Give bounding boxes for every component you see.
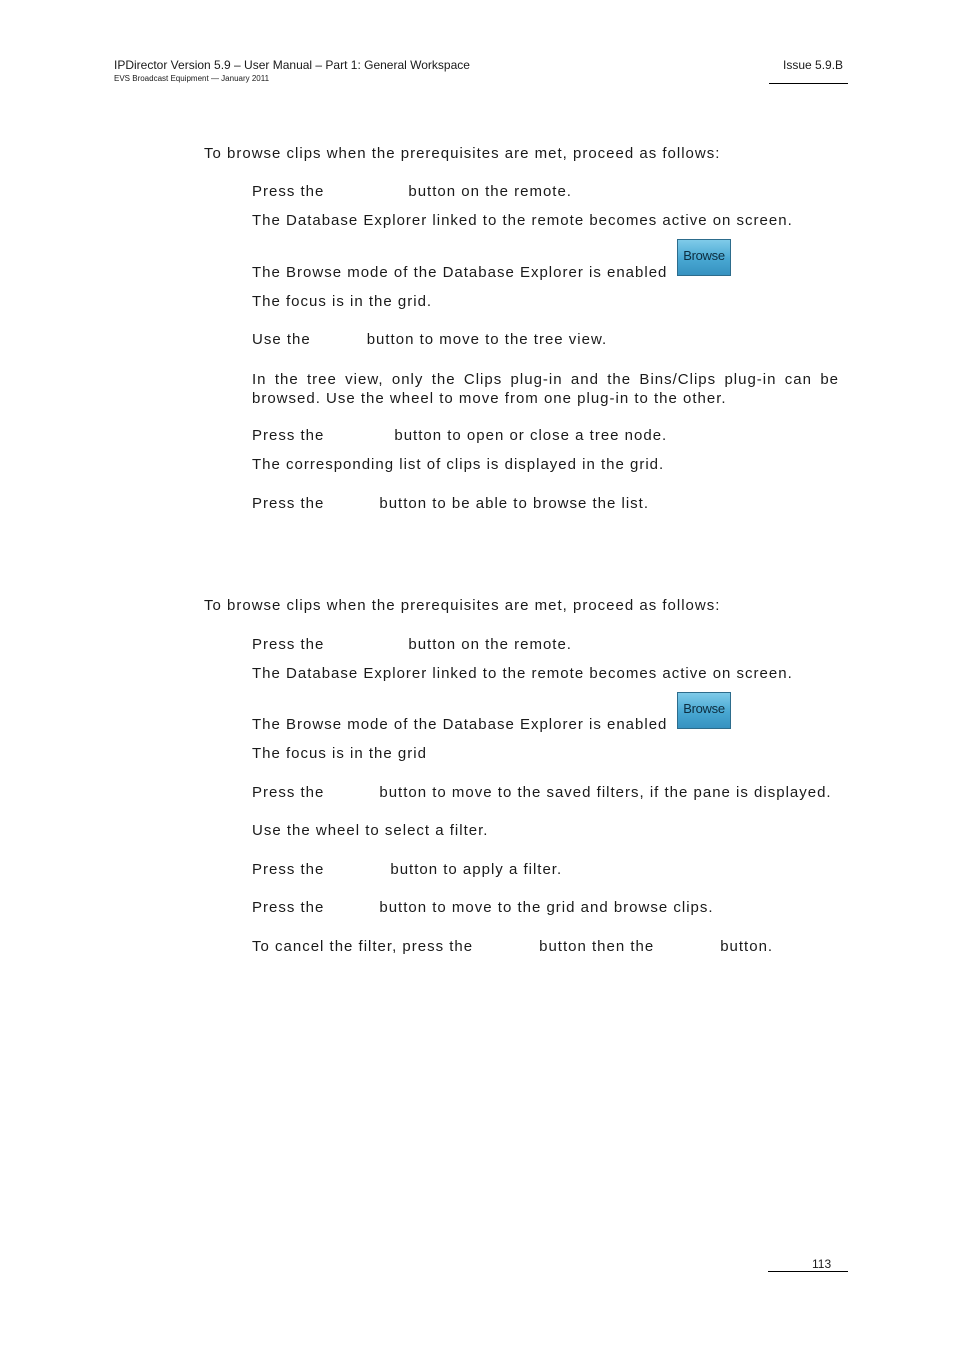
- step-text-pre: Press the: [252, 636, 325, 653]
- step-text-pre: Press the: [252, 861, 325, 878]
- step-text-post: button to move to the grid and browse clips.: [379, 899, 714, 916]
- section1-step3: [252, 427, 667, 445]
- browse-button[interactable]: Browse: [677, 239, 731, 276]
- section2-intro: To browse clips when the prerequisites are met, proceed as follows:: [204, 597, 721, 614]
- header-rule: [769, 83, 848, 84]
- step-text-pre: Use the: [252, 331, 311, 348]
- section2-step5: [252, 899, 714, 917]
- step-text-post: button to apply a filter.: [390, 861, 563, 878]
- step-text-pre: Press the: [252, 183, 325, 200]
- section1-step1-result: The Database Explorer linked to the remote becomes active on screen.: [252, 212, 793, 229]
- header-subtitle: EVS Broadcast Equipment — January 2011: [114, 74, 270, 83]
- step-text-post: button on the remote.: [408, 183, 572, 200]
- step-text-pre: Press the: [252, 495, 325, 512]
- step-text-post: button on the remote.: [408, 636, 572, 653]
- section2-step6: [252, 938, 773, 956]
- step-text-post: button to be able to browse the list.: [379, 495, 650, 512]
- page-number: 113: [812, 1257, 832, 1271]
- section1-step1: [252, 183, 572, 201]
- section2-step1-result: The Database Explorer linked to the remote becomes active on screen.: [252, 665, 793, 682]
- browse-button-2[interactable]: Browse: [677, 692, 731, 729]
- section1-tree-view-note: In the tree view, only the Clips plug-in and the Bins/Clips plug-in can be browsed. Use the wheel to move from one plug-in to the other.: [252, 371, 839, 407]
- header-title: IPDirector Version 5.9 – User Manual – Part 1: General Workspace: [114, 58, 470, 72]
- section1-focus-text: The focus is in the grid.: [252, 293, 433, 310]
- section1-step3-result: The corresponding list of clips is displayed in the grid.: [252, 456, 665, 473]
- section2-step2: [252, 784, 832, 802]
- step-text-pre: Press the: [252, 427, 325, 444]
- section2-step4: [252, 861, 562, 879]
- header-issue: Issue 5.9.B: [783, 58, 844, 72]
- step-text-post: button to open or close a tree node.: [394, 427, 668, 444]
- section1-intro: To browse clips when the prerequisites are met, proceed as follows:: [204, 145, 721, 162]
- section2-focus-text: The focus is in the grid: [252, 745, 427, 762]
- section1-browse-mode-text: The Browse mode of the Database Explorer is enabled: [252, 264, 668, 281]
- section2-step3: Use the wheel to select a filter.: [252, 822, 489, 839]
- step-text-post: button.: [720, 938, 774, 955]
- section1-step2: [252, 331, 607, 349]
- step-text-post: button to move to the tree view.: [366, 331, 608, 348]
- section1-step4: [252, 495, 649, 513]
- section2-step1: [252, 636, 572, 654]
- step-text-post: button to move to the saved filters, if the pane is displayed.: [379, 784, 832, 801]
- section2-browse-mode-text: The Browse mode of the Database Explorer is enabled: [252, 716, 668, 733]
- step-text-mid: button then the: [539, 938, 655, 955]
- step-text-pre: To cancel the filter, press the: [252, 938, 474, 955]
- step-text-pre: Press the: [252, 784, 325, 801]
- footer-rule: [768, 1271, 848, 1272]
- step-text-pre: Press the: [252, 899, 325, 916]
